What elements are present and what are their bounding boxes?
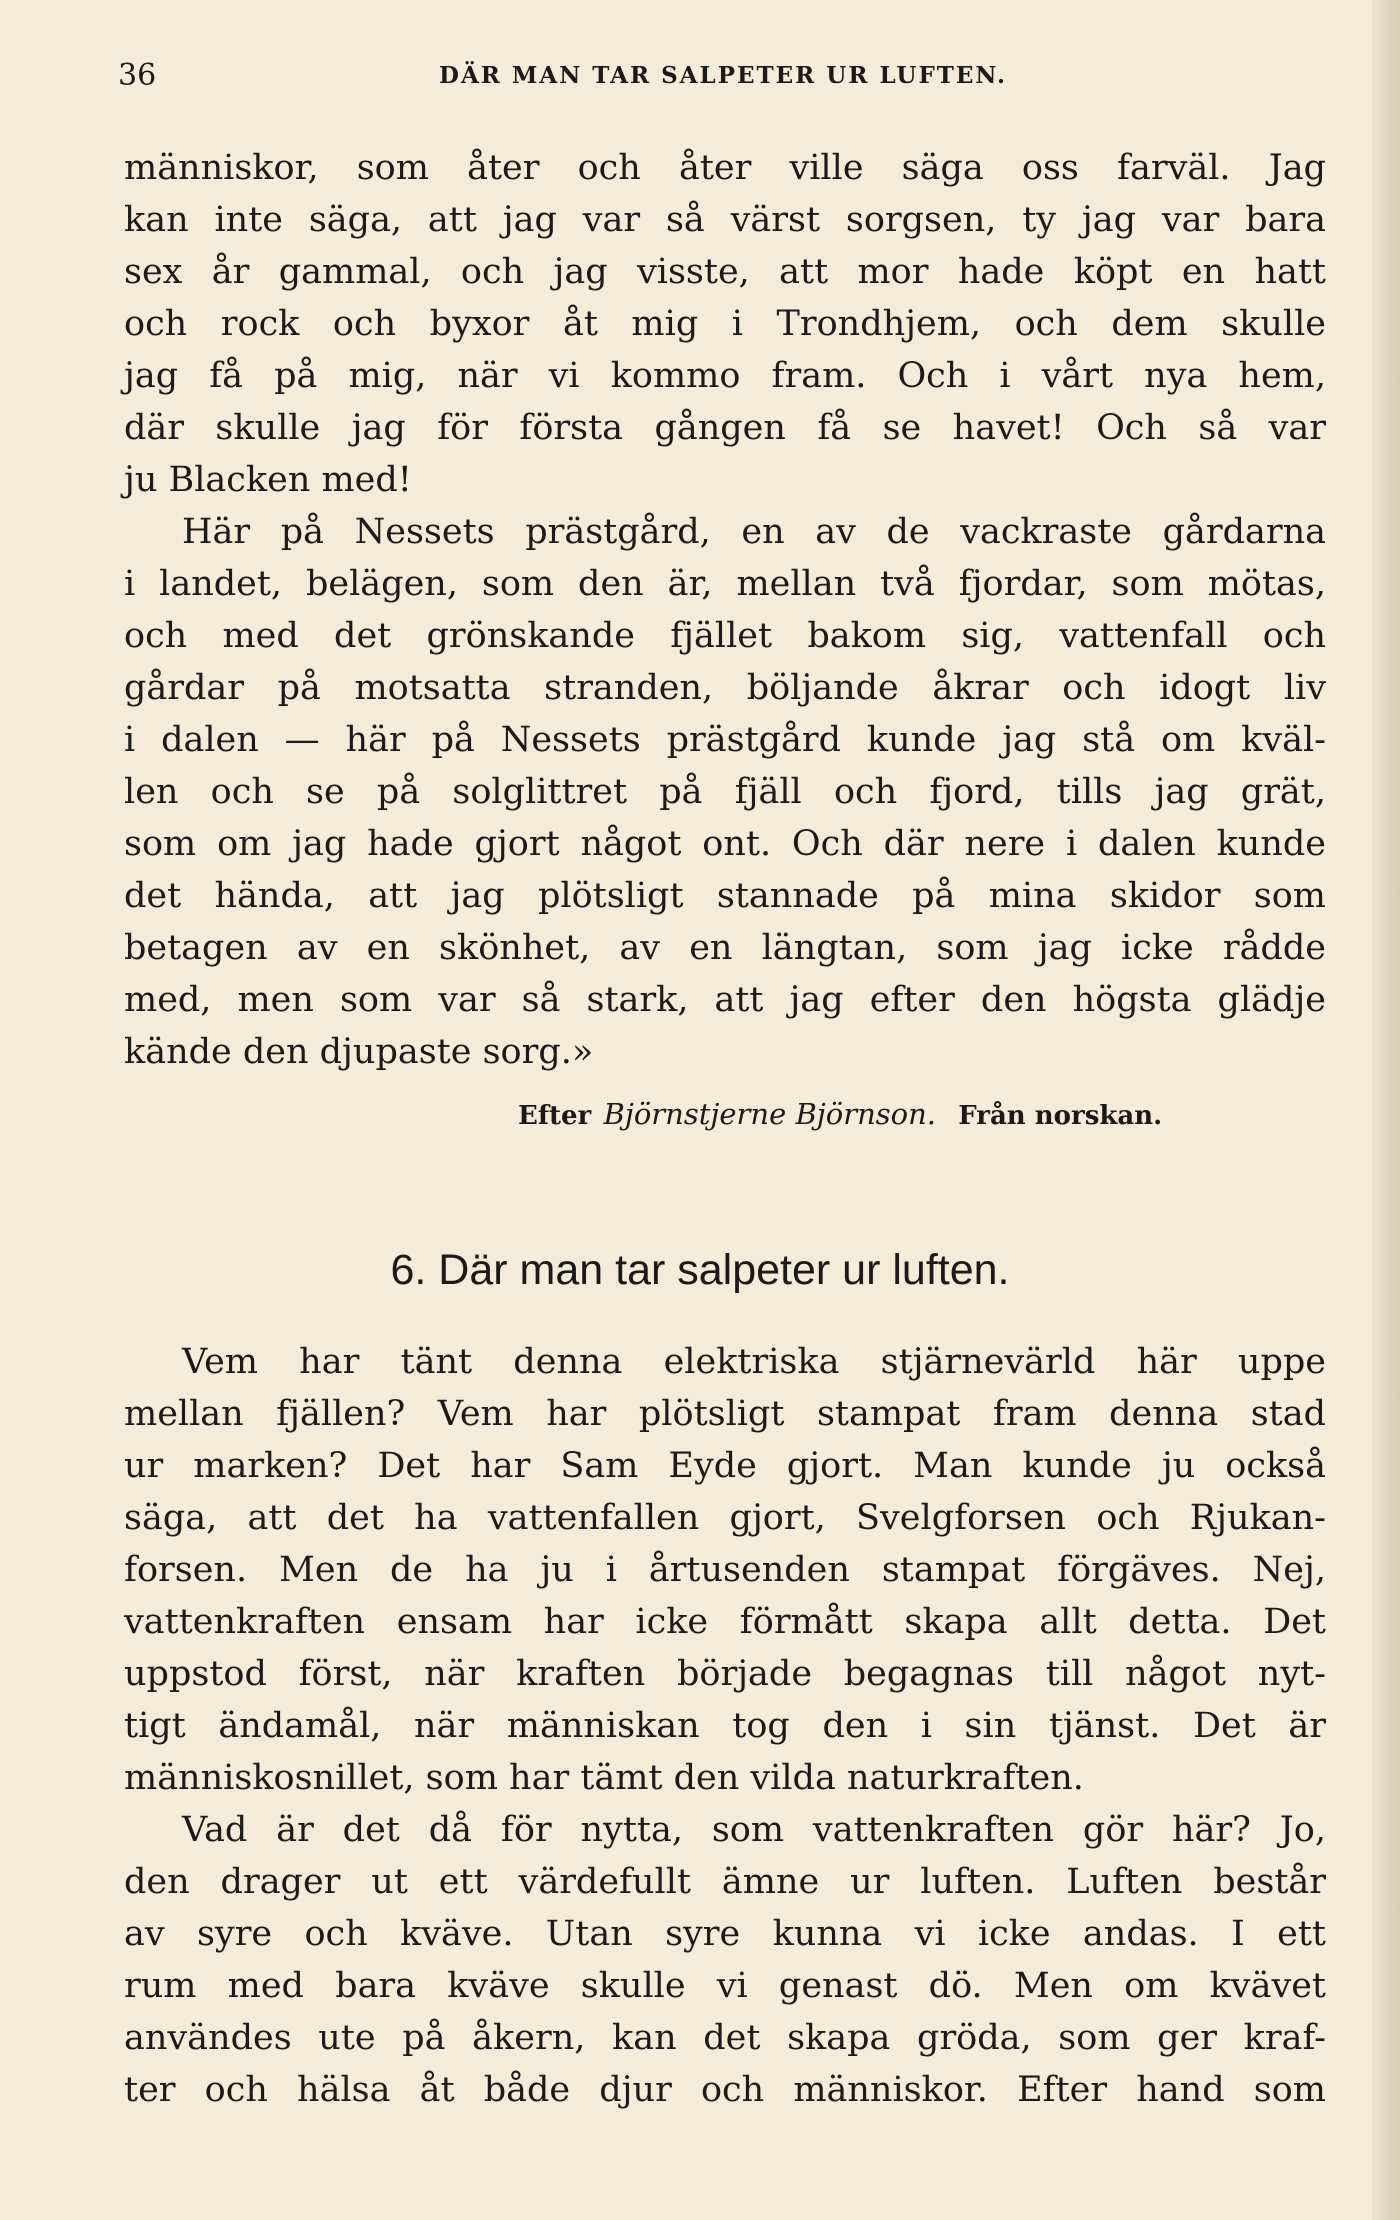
text-line: i landet, belägen, som den är, mellan två fjordar, som mötas,: [124, 564, 1326, 604]
attribution-source: Från norskan.: [958, 1101, 1163, 1131]
text-line: med, men som var så stark, att jag efter den högsta glädje: [124, 980, 1326, 1020]
text-line: det hända, att jag plötsligt stannade på mina skidor som: [124, 876, 1326, 916]
text-line: sex år gammal, och jag visste, att mor hade köpt en hatt: [124, 252, 1326, 292]
text-line: där skulle jag för första gången få se havet! Och så var: [124, 408, 1326, 448]
page-number: 36: [118, 58, 157, 93]
text-line: mellan fjällen? Vem har plötsligt stampat fram denna stad: [124, 1394, 1326, 1434]
text-line: människor, som åter och åter ville säga oss farväl. Jag: [124, 148, 1326, 188]
text-line: Vem har tänt denna elektriska stjärnevärld här uppe: [182, 1342, 1326, 1382]
page-edge-shadow: [1372, 0, 1400, 2220]
text-line: av syre och kväve. Utan syre kunna vi icke andas. I ett: [124, 1914, 1326, 1954]
text-line: Vad är det då för nytta, som vattenkraften gör här? Jo,: [182, 1810, 1326, 1850]
text-line: uppstod först, när kraften började begagnas till något nyt-: [124, 1654, 1326, 1694]
text-line: ter och hälsa åt både djur och människor. Efter hand som: [124, 2070, 1326, 2110]
text-line: och rock och byxor åt mig i Trondhjem, och dem skulle: [124, 304, 1326, 344]
text-line: betagen av en skönhet, av en längtan, som jag icke rådde: [124, 928, 1326, 968]
text-line: i dalen — här på Nessets prästgård kunde jag stå om kväl-: [124, 720, 1326, 760]
text-line: rum med bara kväve skulle vi genast dö. Men om kvävet: [124, 1966, 1326, 2006]
text-line: den drager ut ett värdefullt ämne ur luften. Luften består: [124, 1862, 1326, 1902]
section-heading: 6. Där man tar salpeter ur luften.: [390, 1246, 1010, 1294]
text-line: som om jag hade gjort något ont. Och där nere i dalen kunde: [124, 824, 1326, 864]
attribution: [518, 1090, 1258, 1138]
text-line: vattenkraften ensam har icke förmått skapa allt detta. Det: [124, 1602, 1326, 1642]
text-line: ju Blacken med!: [124, 460, 412, 500]
text-line: kände den djupaste sorg.»: [124, 1032, 594, 1072]
text-line: forsen. Men de ha ju i årtusenden stampat förgäves. Nej,: [124, 1550, 1326, 1590]
text-line: tigt ändamål, när människan tog den i sin tjänst. Det är: [124, 1706, 1326, 1746]
text-line: användes ute på åkern, kan det skapa gröda, som ger kraf-: [124, 2018, 1326, 2058]
text-line: säga, att det ha vattenfallen gjort, Svelgforsen och Rjukan-: [124, 1498, 1326, 1538]
page-header: [118, 58, 1328, 102]
attribution-prefix: Efter: [518, 1101, 592, 1131]
text-line: ur marken? Det har Sam Eyde gjort. Man kunde ju också: [124, 1446, 1326, 1486]
text-line: människosnillet, som har tämt den vilda naturkraften.: [124, 1758, 1084, 1798]
text-line: kan inte säga, att jag var så värst sorgsen, ty jag var bara: [124, 200, 1326, 240]
text-line: jag få på mig, när vi kommo fram. Och i vårt nya hem,: [124, 356, 1326, 396]
running-head: DÄR MAN TAR SALPETER UR LUFTEN.: [439, 62, 1007, 89]
text-line: Här på Nessets prästgård, en av de vackraste gårdarna: [182, 512, 1326, 552]
attribution-author: Björnstjerne Björnson.: [603, 1097, 936, 1131]
text-line: len och se på solglittret på fjäll och fjord, tills jag grät,: [124, 772, 1326, 812]
text-line: gårdar på motsatta stranden, böljande åkrar och idogt liv: [124, 668, 1326, 708]
text-line: och med det grönskande fjället bakom sig, vattenfall och: [124, 616, 1326, 656]
